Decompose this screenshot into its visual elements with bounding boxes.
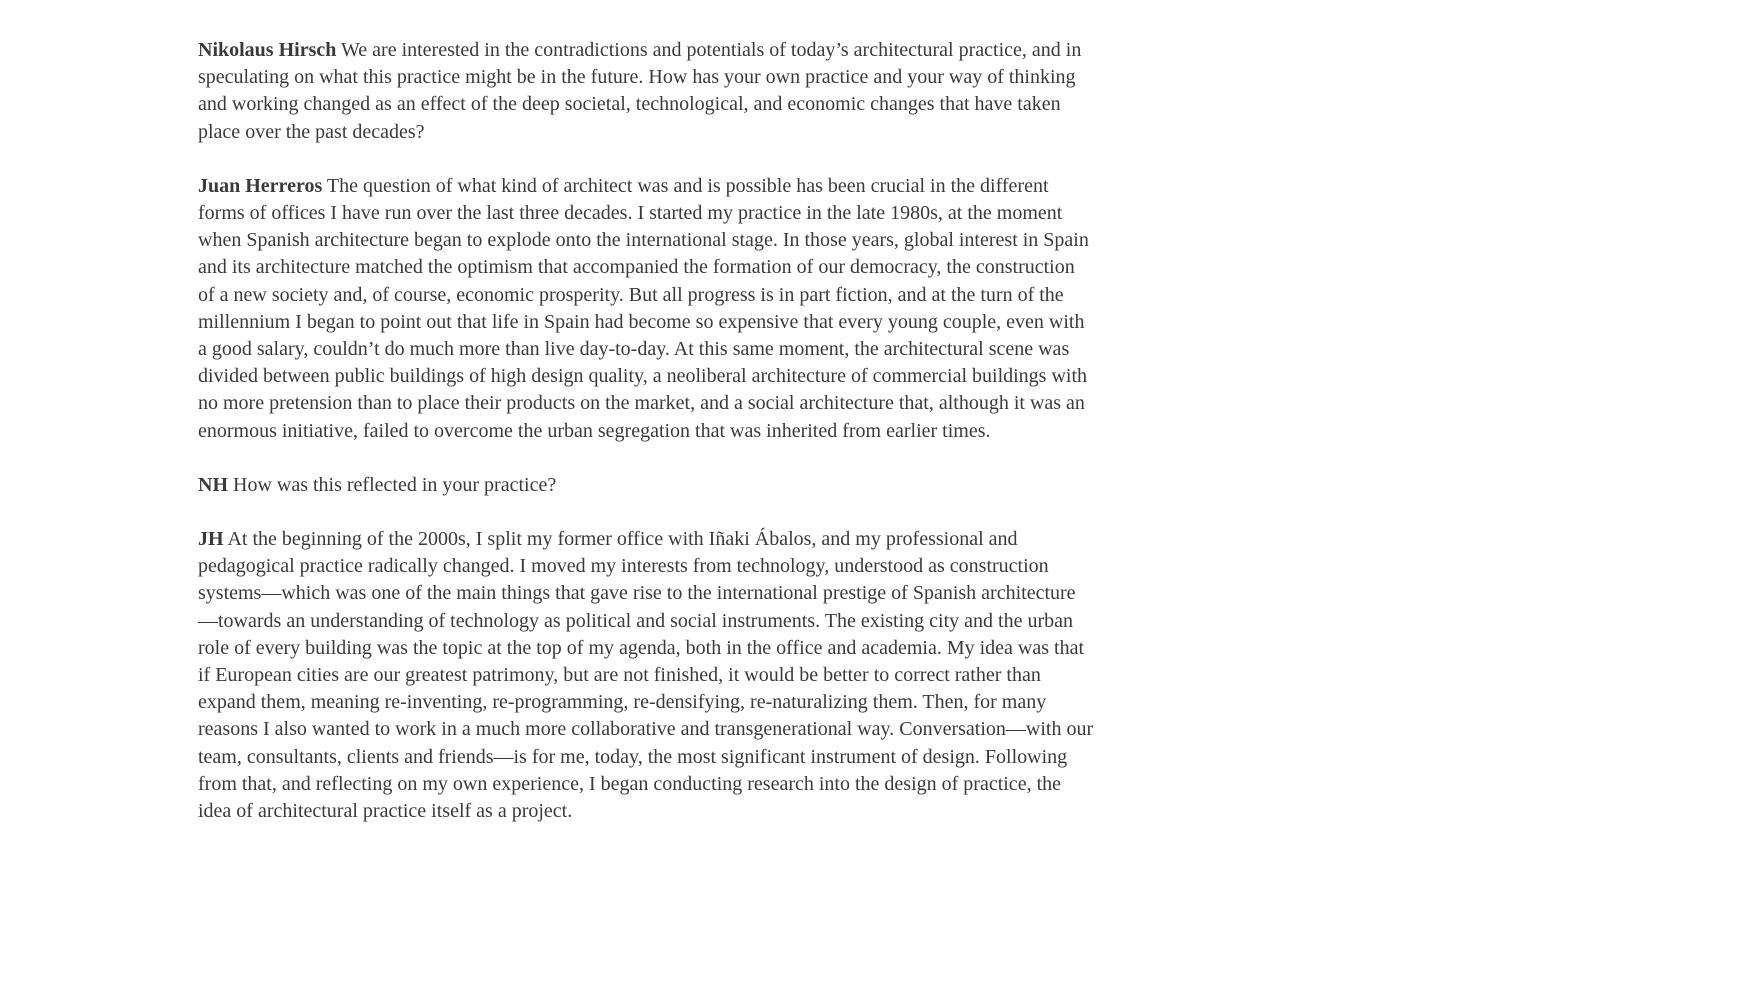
paragraph-text: We are interested in the contradictions and potentials of today’s architectural practice, and in speculating on what this practice might be in the future. How has your own practice and your way of thinking and working changed as an effect of the deep societal, technological, and economic changes that have taken place over the past decades? [198,39,1082,143]
paragraph-text: How was this reflected in your practice? [233,473,557,496]
paragraph-text: At the beginning of the 2000s, I split my former office with Iñaki Ábalos, and my professional and pedagogical practice radically changed. I moved my interests from technology, understood as construction systems—which was one of the main things that gave rise to the international prestige of Spanish architecture—towards an understanding of technology as political and social instruments. The existing city and the urban role of every building was the topic at the top of my agenda, both in the office and academia. My idea was that if European cities are our greatest patrimony, but are not finished, it would be better to correct rather than expand them, meaning re-inventing, re-programming, re-densifying, re-naturalizing them. Then, for many reasons I also wanted to work in a much more collaborative and transgenerational way. Conversation—with our team, consultants, clients and friends—is for me, today, the most significant instrument of design. Following from that, and reflecting on my own experience, I began conducting research into the design of practice, the idea of architectural practice itself as a project. [198,528,1094,823]
speaker-name: Nikolaus Hirsch [198,39,337,61]
speaker-name: Juan Herreros [198,174,323,197]
interview-article [198,37,1095,852]
interview-paragraph [198,472,1095,499]
speaker-name: NH [198,473,228,496]
interview-paragraph [198,526,1095,825]
interview-paragraph [198,173,1095,445]
paragraph-text: The question of what kind of architect was and is possible has been crucial in the different forms of offices I have run over the last three decades. I started my practice in the late 1980s, at the moment when Spanish architecture began to explode onto the international stage. In those years, global interest in Spain and its architecture matched the optimism that accompanied the formation of our democracy, the construction of a new society and, of course, economic prosperity. But all progress is in part fiction, and at the turn of the millennium I began to point out that life in Spain had become so expensive that every young couple, even with a good salary, couldn’t do much more than live day-to-day. At this same moment, the architectural scene was divided between public buildings of high design quality, a neoliberal architecture of commercial buildings with no more pretension than to place their products on the market, and a social architecture that, although it was an enormous initiative, failed to overcome the urban segregation that was inherited from earlier times. [198,174,1089,442]
speaker-name: JH [198,528,224,551]
interview-paragraph [198,37,1095,146]
